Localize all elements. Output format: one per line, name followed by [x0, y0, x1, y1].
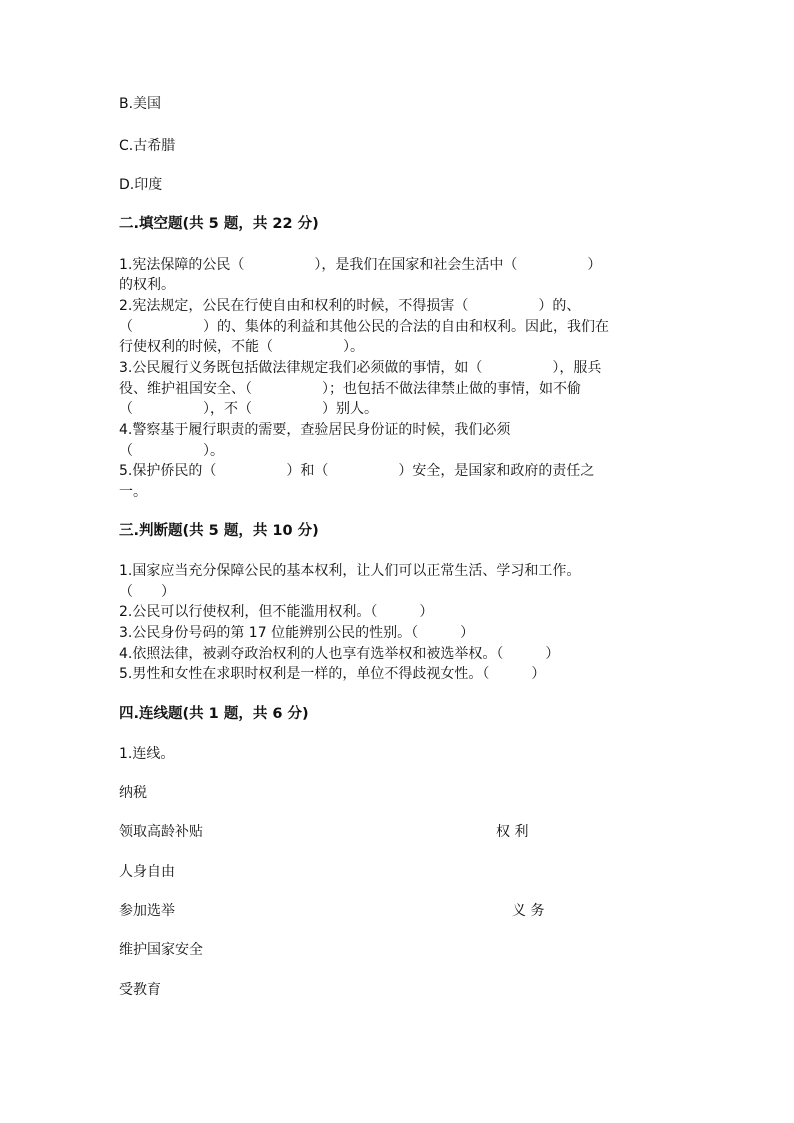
fill-q3-line1: 3.公民履行义务既包括做法律规定我们必须做的事情，如（ ），服兵: [119, 360, 602, 376]
fill-q3-line2: 役、维护祖国安全、（ ）；也包括不做法律禁止做的事情，如不偷: [119, 381, 581, 397]
matching-left-item: 领取高龄补贴: [119, 824, 203, 840]
option-b: B.美国: [119, 96, 162, 112]
matching-instruction: 1.连线。: [119, 746, 175, 762]
matching-left-item: 参加选举: [119, 903, 175, 919]
matching-right-item-duties: 义 务: [512, 903, 545, 919]
option-c: C.古希腊: [119, 138, 176, 154]
fill-q5-line1: 5.保护侨民的（ ）和（ ）安全，是国家和政府的责任之: [119, 463, 595, 479]
judge-q1-line2: （ ）: [119, 584, 175, 600]
judge-q3: 3.公民身份号码的第 17 位能辨别公民的性别。（ ）: [119, 625, 475, 641]
option-d: D.印度: [119, 177, 163, 193]
fill-q1-line1: 1.宪法保障的公民（ ），是我们在国家和社会生活中（ ）: [119, 257, 602, 273]
section-heading-matching: 四.连线题(共 1 题，共 6 分): [119, 706, 309, 722]
fill-q2-line1: 2.宪法规定，公民在行使自由和权利的时候，不得损害（ ）的、: [119, 298, 581, 314]
fill-q1-line2: 的权利。: [119, 277, 175, 293]
matching-left-item: 受教育: [119, 982, 161, 998]
judge-q1-line1: 1.国家应当充分保障公民的基本权利，让人们可以正常生活、学习和工作。: [119, 563, 581, 579]
matching-left-item: 维护国家安全: [119, 942, 203, 958]
judge-q2: 2.公民可以行使权利，但不能滥用权利。（ ）: [119, 604, 434, 620]
section-heading-true-false: 三.判断题(共 5 题，共 10 分): [119, 523, 319, 539]
matching-right-item-rights: 权 利: [496, 824, 529, 840]
section-heading-fill-blank: 二.填空题(共 5 题，共 22 分): [119, 216, 319, 232]
judge-q4: 4.依照法律，被剥夺政治权利的人也享有选举权和被选举权。（ ）: [119, 646, 560, 662]
fill-q2-line3: 行使权利的时候，不能（ ）。: [119, 339, 364, 355]
judge-q5: 5.男性和女性在求职时权利是一样的，单位不得歧视女性。（ ）: [119, 666, 546, 682]
fill-q4-line2: （ ）。: [119, 443, 224, 459]
fill-q4-line1: 4.警察基于履行职责的需要，查验居民身份证的时候，我们必须: [119, 422, 511, 438]
matching-left-item: 纳税: [119, 785, 147, 801]
matching-left-item: 人身自由: [119, 864, 175, 880]
fill-q2-line2: （ ）的、集体的利益和其他公民的合法的自由和权利。因此，我们在: [119, 319, 609, 335]
fill-q5-line2: 一。: [119, 484, 147, 500]
fill-q3-line3: （ ），不（ ）别人。: [119, 401, 378, 417]
